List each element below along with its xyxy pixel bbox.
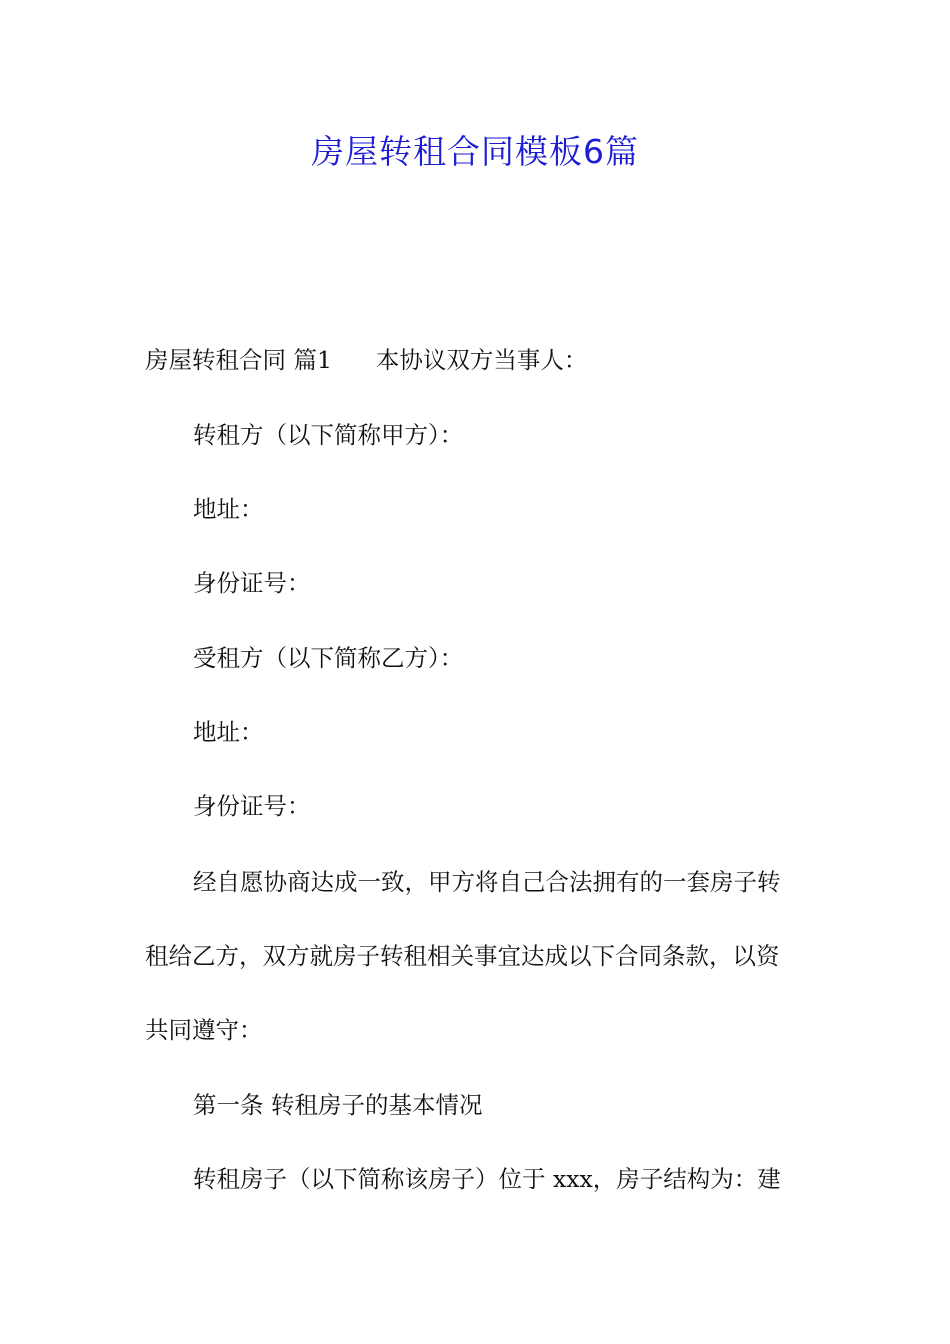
- paragraph-line: 租给乙方，双方就房子转租相关事宜达成以下合同条款，以资: [145, 942, 780, 970]
- paragraph-line: 地址：: [193, 718, 264, 746]
- document-title: 房屋转租合同模板6篇: [311, 132, 639, 171]
- paragraph-line: 受租方（以下简称乙方）：: [193, 644, 464, 672]
- paragraph-line: 共同遵守：: [145, 1016, 263, 1044]
- paragraph-line: 身份证号：: [193, 569, 311, 597]
- section-heading-line: [145, 344, 587, 376]
- intro-text: 本协议双方当事人：: [375, 346, 588, 374]
- paragraph-line: 地址：: [193, 495, 264, 523]
- section-heading: 房屋转租合同 篇1: [145, 346, 332, 374]
- article-heading: 第一条 转租房子的基本情况: [193, 1091, 483, 1119]
- paragraph-line: 转租方（以下简称甲方）：: [193, 421, 464, 449]
- paragraph-line: 经自愿协商达成一致，甲方将自己合法拥有的一套房子转: [193, 868, 781, 896]
- paragraph-line: 转租房子（以下简称该房子）位于 xxx，房子结构为：建: [193, 1165, 781, 1193]
- paragraph-line: 身份证号：: [193, 792, 311, 820]
